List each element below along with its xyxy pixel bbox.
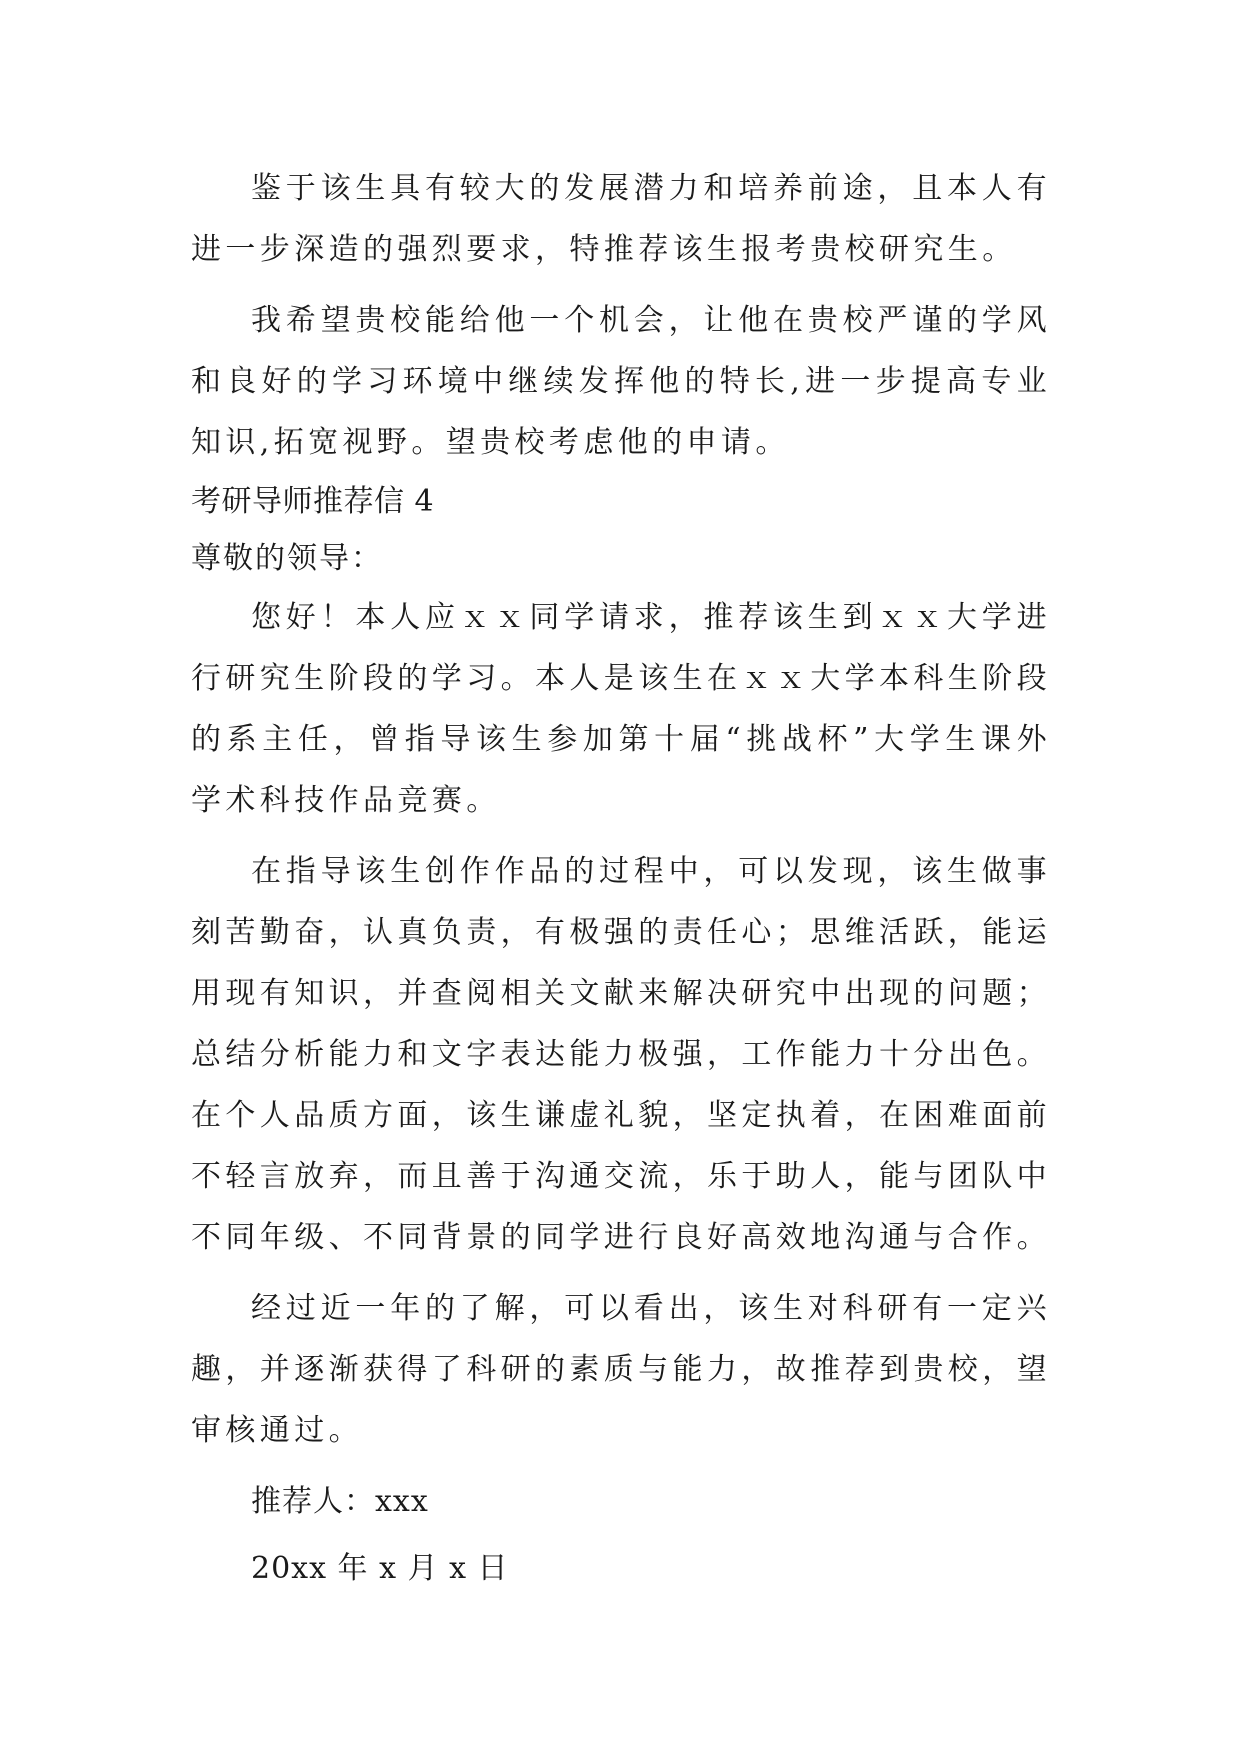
recommender-line: 推荐人：xxx: [251, 1484, 429, 1519]
paragraph-conclusion: 经过近一年的了解，可以看出，该生对科研有一定兴趣，并逐渐获得了科研的素质与能力，故推荐到贵校，望审核通过。: [191, 1291, 1051, 1448]
document-body: [191, 158, 1051, 1599]
paragraph-greeting: 您好！本人应ｘｘ同学请求，推荐该生到ｘｘ大学进行研究生阶段的学习。本人是该生在ｘｘ大学本科生阶段的系主任，曾指导该生参加第十届“挑战杯”大学生课外学术科技作品竞赛。: [191, 600, 1051, 818]
date-line: 20xx 年 x 月 x 日: [251, 1551, 509, 1586]
letter-heading: 考研导师推荐信 4: [191, 484, 435, 519]
paragraph-hope: 我希望贵校能给他一个机会，让他在贵校严谨的学风和良好的学习环境中继续发挥他的特长,进一步提高专业知识,拓宽视野。望贵校考虑他的申请。: [191, 303, 1051, 460]
salutation: 尊敬的领导：: [191, 541, 383, 576]
paragraph-potential: 鉴于该生具有较大的发展潜力和培养前途，且本人有进一步深造的强烈要求，特推荐该生报考贵校研究生。: [191, 171, 1051, 267]
paragraph-evaluation: 在指导该生创作作品的过程中，可以发现，该生做事刻苦勤奋，认真负责，有极强的责任心；思维活跃，能运用现有知识，并查阅相关文献来解决研究中出现的问题；总结分析能力和文字表达能力极强，工作能力十分出色。在个人品质方面，该生谦虚礼貌，坚定执着，在困难面前不轻言放弃，而且善于沟通交流，乐于助人，能与团队中不同年级、不同背景的同学进行良好高效地沟通与合作。: [191, 854, 1051, 1255]
